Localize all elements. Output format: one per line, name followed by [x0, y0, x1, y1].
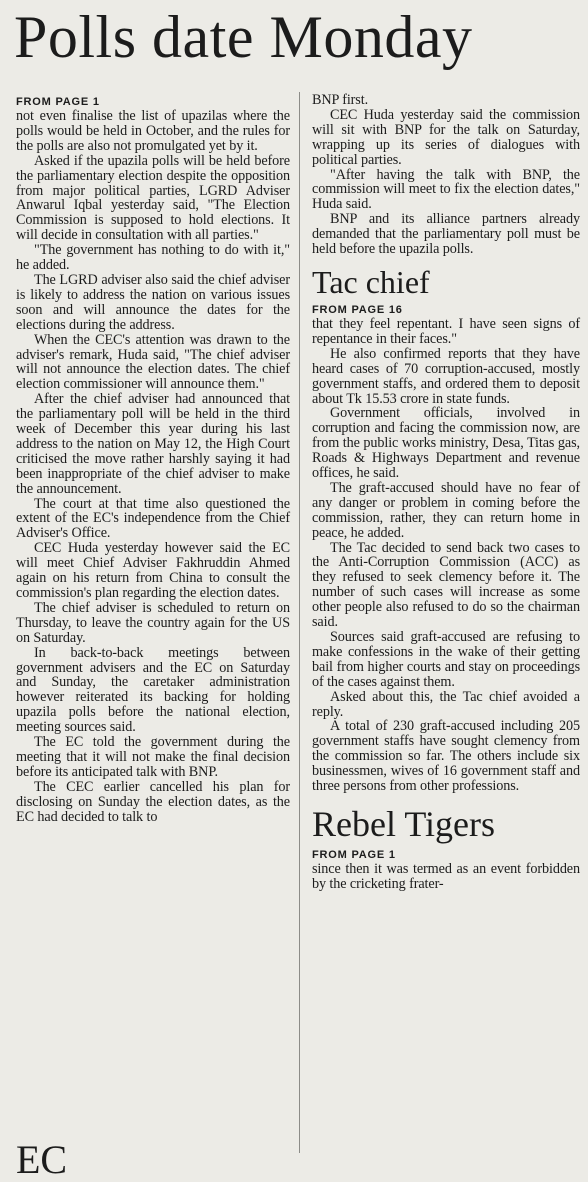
- article-paragraph: The court at that time also questioned the extent of the EC's independence from the Chief Adviser's Office.: [16, 495, 290, 542]
- article-paragraph: After the chief adviser had announced that the parliamentary poll will be held in the third week of December this year during his last address to the nation on May 12, the High Court criticised the move rather harshly saying it had been inappropriate of the chief adviser to make the announcement.: [16, 391, 290, 497]
- continuation-paragraph: BNP first.: [312, 92, 369, 108]
- continuation-paragraph: BNP and its alliance partners already demanded that the parliamentary poll must be held before the upazila polls.: [312, 211, 580, 258]
- article-paragraph: CEC Huda yesterday however said the EC will meet Chief Adviser Fakhruddin Ahmed again on his return from China to consult the commission's plan regarding the election dates.: [16, 540, 290, 601]
- next-headline-fragment: EC: [16, 1137, 68, 1182]
- from-page-label: FROM PAGE 1: [312, 848, 396, 861]
- article-paragraph: Sources said graft-accused are refusing to make confessions in the wake of their getting bail from higher courts and stay on proceedings of the cases against them.: [312, 629, 580, 690]
- article-paragraph: that they feel repentant. I have seen signs of repentance in their faces.": [312, 315, 580, 347]
- continuation-paragraph: CEC Huda yesterday said the commission will sit with BNP for the talk on Saturday, wrapping up its series of dialogues with political parties.: [312, 106, 580, 168]
- rebel-tigers-heading: Rebel Tigers: [312, 803, 496, 844]
- article-paragraph: "The government has nothing to do with it," he added.: [16, 242, 290, 274]
- article-paragraph: since then it was termed as an event forbidden by the cricketing frater-: [312, 860, 580, 892]
- column-divider: [299, 92, 300, 1153]
- article-paragraph: The Tac decided to send back two cases to the Anti-Corruption Commission (ACC) as they refused to seek clemency before it. The number of such cases will increase as some other people also refused to do so the chairman said.: [312, 539, 580, 631]
- tac-chief-heading: Tac chief: [312, 263, 430, 300]
- article-paragraph: He also confirmed reports that they have heard cases of 70 corruption-accused, mostly government staffs, and ordered them to deposit about Tk 15.53 crore in state funds.: [312, 345, 580, 407]
- from-page-label: FROM PAGE 1: [16, 96, 100, 108]
- article-paragraph: A total of 230 graft-accused including 205 government staffs have sought clemency from the commission so far. The others include six businessmen, wives of 16 government staff and three persons from other professions.: [312, 718, 580, 795]
- headline: Polls date Monday: [14, 4, 473, 70]
- article-paragraph: The LGRD adviser also said the chief adviser is likely to address the nation on various issues soon and will announce the dates for the elections during the address.: [16, 271, 290, 333]
- article-paragraph: Asked if the upazila polls will be held before the parliamentary election despite the opposition from major political parties, LGRD Adviser Anwarul Iqbal yesterday said, "The Election Commission is supposed to hold elections. It will decide in consultation with all parties.": [16, 152, 290, 244]
- article-paragraph: The graft-accused should have no fear of any danger or problem in coming before the commission, rather, they can return home in peace, he added.: [312, 479, 580, 541]
- article-paragraph: When the CEC's attention was drawn to the adviser's remark, Huda said, "The chief adviser will not announce the election dates. The chief election commissioner will announce them.": [16, 331, 290, 393]
- article-paragraph: Asked about this, the Tac chief avoided a reply.: [312, 688, 580, 720]
- continuation-paragraph: "After having the talk with BNP, the commission will meet to fix the election dates," Huda said.: [312, 166, 580, 213]
- right-column: [312, 93, 580, 892]
- left-column: [16, 93, 290, 825]
- article-paragraph: The CEC earlier cancelled his plan for disclosing on Sunday the election dates, as the EC had decided to talk to: [16, 778, 290, 825]
- article-paragraph: The EC told the government during the meeting that it will not make the final decision before its anticipated talk with BNP.: [16, 734, 290, 780]
- from-page-label: FROM PAGE 16: [312, 303, 403, 316]
- article-paragraph: not even finalise the list of upazilas where the polls would be held in October, and the rules for the polls are also not promulgated yet by it.: [16, 108, 290, 154]
- article-paragraph: The chief adviser is scheduled to return on Thursday, to leave the country again for the US on Saturday.: [16, 599, 290, 646]
- article-paragraph: Government officials, involved in corruption and facing the commission now, are from the public works ministry, Desa, Titas gas, Roads & Highways Department and revenue offices, he said.: [312, 405, 580, 482]
- article-paragraph: In back-to-back meetings between government advisers and the EC on Saturday and Sunday, the caretaker administration however reiterated its backing for holding upazila polls before the national election, meeting sources said.: [16, 644, 290, 736]
